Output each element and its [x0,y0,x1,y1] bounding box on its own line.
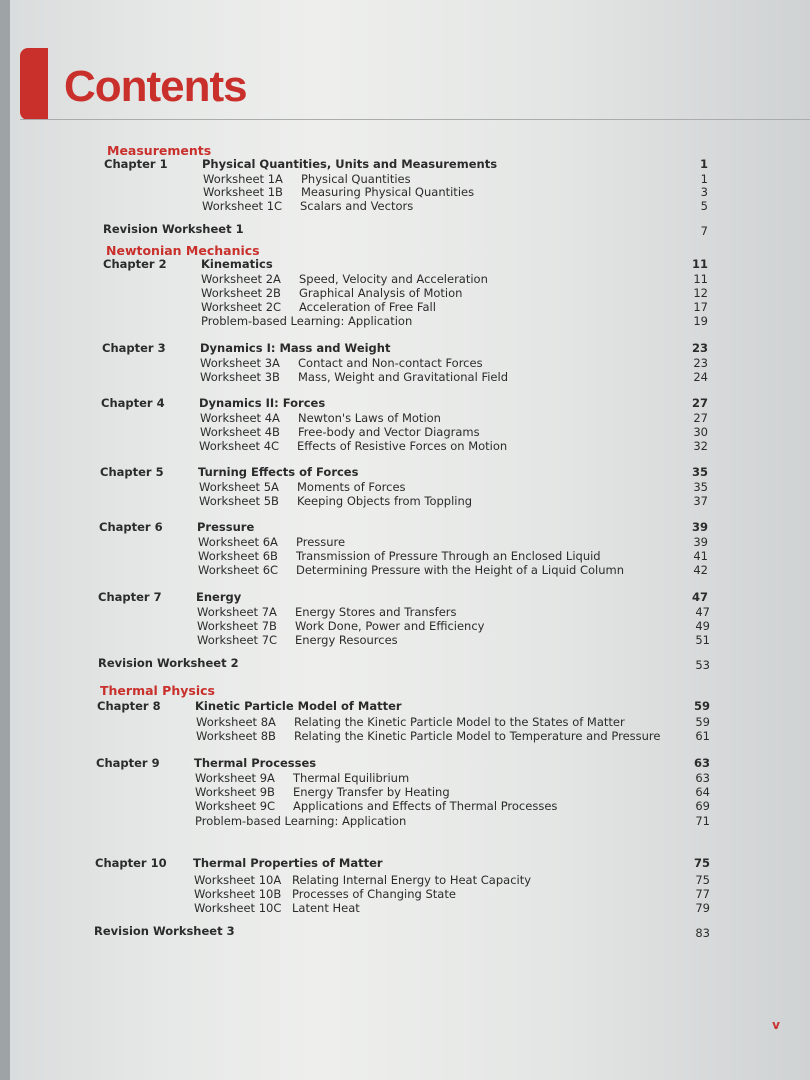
chapter-page: 35 [691,465,708,479]
worksheet-page: 63 [695,771,710,785]
worksheet-label: Worksheet 3B [200,370,280,384]
worksheet-title: Scalars and Vectors [300,199,414,213]
worksheet-page: 49 [695,619,710,633]
worksheet-title: Newton's Laws of Motion [298,411,441,425]
worksheet-page: 30 [693,425,708,439]
worksheet-title: Contact and Non-contact Forces [298,356,483,370]
chapter-title: Dynamics II: Forces [199,396,326,410]
worksheet-page: 77 [695,887,710,901]
worksheet-title: Energy Resources [295,633,398,647]
worksheet-label: Worksheet 9B [195,785,275,799]
revision-worksheet: Revision Worksheet 1 [103,222,244,236]
worksheet-page: 32 [693,439,708,453]
worksheet-page: 5 [700,199,708,213]
chapter-title: Energy [196,590,242,604]
worksheet-title: Mass, Weight and Gravitational Field [298,370,508,384]
worksheet-page: 3 [700,185,708,199]
chapter-title: Turning Effects of Forces [198,465,359,479]
chapter-label: Chapter 10 [95,856,167,870]
worksheet-page: 12 [693,286,708,300]
chapter-page: 59 [693,699,710,713]
worksheet-label: Worksheet 10C [194,901,282,915]
worksheet-title: Relating Internal Energy to Heat Capacity [292,873,532,887]
revision-worksheet: Revision Worksheet 2 [98,656,239,670]
worksheet-page: 64 [695,785,710,799]
page-title: Contents [64,62,247,111]
worksheet-label: Worksheet 5A [199,480,279,494]
worksheet-page: 51 [695,633,710,647]
worksheet-label: Worksheet 10A [194,873,282,887]
chapter-title: Dynamics I: Mass and Weight [200,341,391,355]
problem-based-learning: Problem-based Learning: Application [195,814,407,828]
worksheet-page: 42 [693,563,708,577]
chapter-label: Chapter 5 [100,465,164,479]
revision-worksheet-page: 7 [700,224,708,238]
worksheet-title: Latent Heat [292,901,360,915]
worksheet-label: Worksheet 7C [197,633,278,647]
chapter-page: 1 [699,157,708,171]
worksheet-page: 24 [693,370,708,384]
chapter-page: 27 [691,396,708,410]
worksheet-page: 69 [695,799,710,813]
worksheet-title: Relating the Kinetic Particle Model to Temperature and Pressure [294,729,661,743]
worksheet-title: Effects of Resistive Forces on Motion [297,439,508,453]
worksheet-page: 59 [695,715,710,729]
worksheet-page: 1 [700,172,708,186]
revision-worksheet-page: 53 [695,658,710,672]
worksheet-label: Worksheet 8A [196,715,276,729]
chapter-label: Chapter 1 [104,157,168,171]
worksheet-label: Worksheet 4A [200,411,280,425]
chapter-label: Chapter 2 [103,257,167,271]
revision-worksheet-page: 83 [695,926,710,940]
worksheet-page: 79 [695,901,710,915]
worksheet-title: Acceleration of Free Fall [299,300,436,314]
worksheet-page: 37 [693,494,708,508]
worksheet-title: Work Done, Power and Efficiency [295,619,485,633]
chapter-label: Chapter 7 [98,590,162,604]
chapter-label: Chapter 9 [96,756,160,770]
worksheet-title: Free-body and Vector Diagrams [298,425,480,439]
chapter-page: 11 [691,257,708,271]
chapter-label: Chapter 4 [101,396,165,410]
problem-based-learning-page: 71 [695,814,710,828]
worksheet-page: 39 [693,535,708,549]
worksheet-title: Measuring Physical Quantities [301,185,475,199]
chapter-title: Kinematics [201,257,273,271]
chapter-page: 47 [691,590,708,604]
worksheet-title: Thermal Equilibrium [293,771,410,785]
chapter-label: Chapter 3 [102,341,166,355]
worksheet-page: 17 [693,300,708,314]
worksheet-title: Speed, Velocity and Acceleration [299,272,488,286]
problem-based-learning-page: 19 [693,314,708,328]
page-number: v [772,1018,780,1032]
worksheet-title: Processes of Changing State [292,887,456,901]
worksheet-page: 47 [695,605,710,619]
worksheet-title: Graphical Analysis of Motion [299,286,463,300]
worksheet-title: Determining Pressure with the Height of a Liquid Column [296,563,625,577]
worksheet-label: Worksheet 3A [200,356,280,370]
worksheet-label: Worksheet 2A [201,272,281,286]
worksheet-page: 35 [693,480,708,494]
chapter-label: Chapter 6 [99,520,163,534]
chapter-page: 63 [693,756,710,770]
worksheet-title: Moments of Forces [297,480,406,494]
section-heading: Newtonian Mechanics [106,243,260,258]
worksheet-label: Worksheet 6B [198,549,278,563]
chapter-title: Thermal Properties of Matter [193,856,383,870]
chapter-label: Chapter 8 [97,699,161,713]
worksheet-label: Worksheet 4B [200,425,280,439]
worksheet-title: Keeping Objects from Toppling [297,494,473,508]
worksheet-label: Worksheet 6A [198,535,278,549]
chapter-title: Kinetic Particle Model of Matter [195,699,402,713]
problem-based-learning: Problem-based Learning: Application [201,314,413,328]
worksheet-title: Energy Stores and Transfers [295,605,457,619]
worksheet-page: 41 [693,549,708,563]
worksheet-title: Energy Transfer by Heating [293,785,450,799]
worksheet-page: 11 [693,272,708,286]
worksheet-label: Worksheet 9C [195,799,276,813]
section-heading: Measurements [107,143,212,158]
chapter-page: 23 [691,341,708,355]
worksheet-page: 23 [693,356,708,370]
worksheet-label: Worksheet 2C [201,300,282,314]
worksheet-label: Worksheet 7B [197,619,277,633]
worksheet-page: 61 [695,729,710,743]
worksheet-title: Relating the Kinetic Particle Model to the States of Matter [294,715,625,729]
worksheet-label: Worksheet 1C [202,199,283,213]
chapter-title: Pressure [197,520,255,534]
chapter-title: Physical Quantities, Units and Measurements [202,157,498,171]
chapter-page: 39 [691,520,708,534]
revision-worksheet: Revision Worksheet 3 [94,924,235,938]
worksheet-label: Worksheet 1B [203,185,283,199]
worksheet-label: Worksheet 10B [194,887,282,901]
worksheet-label: Worksheet 2B [201,286,281,300]
worksheet-title: Transmission of Pressure Through an Enclosed Liquid [296,549,601,563]
worksheet-title: Applications and Effects of Thermal Processes [293,799,558,813]
worksheet-label: Worksheet 9A [195,771,275,785]
chapter-title: Thermal Processes [194,756,317,770]
section-heading: Thermal Physics [100,683,215,698]
worksheet-label: Worksheet 5B [199,494,279,508]
worksheet-title: Pressure [296,535,346,549]
chapter-page: 75 [693,856,710,870]
worksheet-page: 75 [695,873,710,887]
worksheet-label: Worksheet 8B [196,729,276,743]
worksheet-label: Worksheet 1A [203,172,283,186]
worksheet-page: 27 [693,411,708,425]
worksheet-title: Physical Quantities [301,172,411,186]
worksheet-label: Worksheet 7A [197,605,277,619]
worksheet-label: Worksheet 6C [198,563,279,577]
worksheet-label: Worksheet 4C [199,439,280,453]
